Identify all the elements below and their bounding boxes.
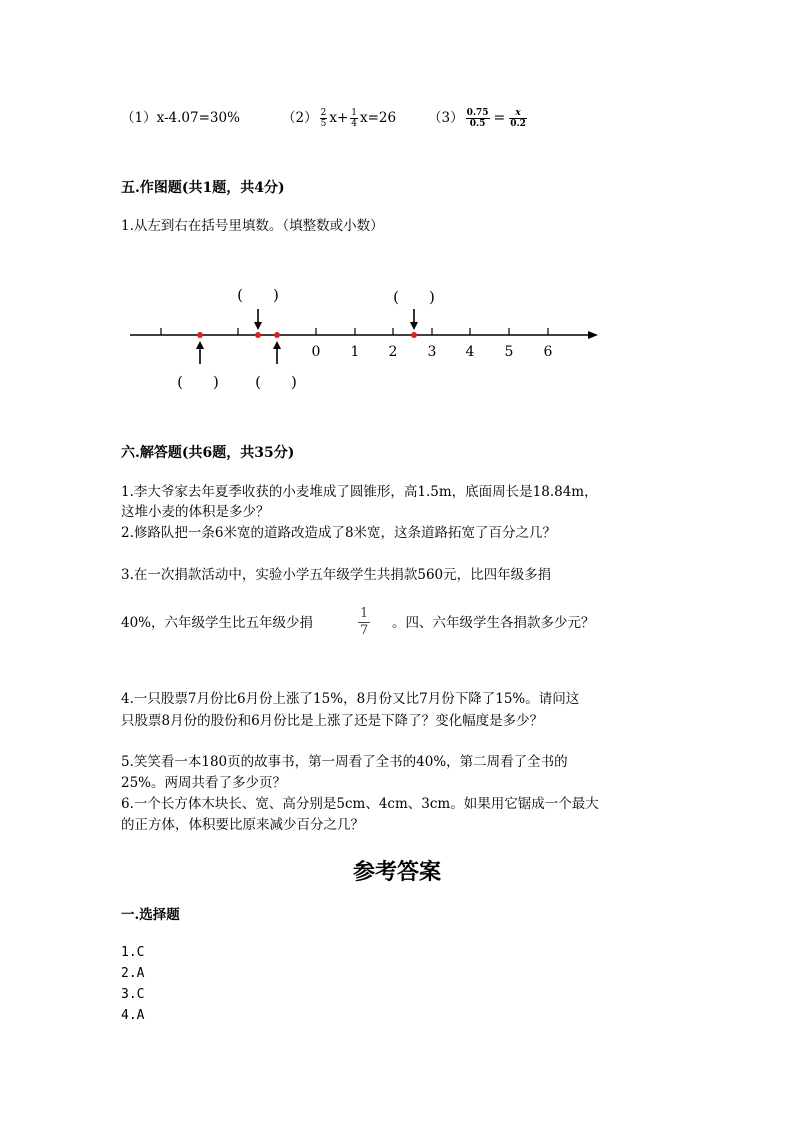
- equation-2: [282, 100, 396, 136]
- question-3-line-2b: 。四、六年级学生各捐款多少元？: [392, 615, 595, 631]
- fraction-numerator: 0.75: [466, 107, 489, 118]
- down-arrow-head: [254, 322, 262, 330]
- question-3-fraction: [358, 606, 370, 639]
- answer-item: 4.A: [121, 1008, 145, 1023]
- equation-2-mid: x+: [329, 110, 349, 126]
- question-4-line-2: 只股票8月份的股份和6月份比是上涨了还是下降了？变化幅度是多少？: [121, 713, 544, 729]
- down-arrow-head: [410, 322, 418, 330]
- up-arrow-head: [196, 341, 204, 349]
- question-2: 2.修路队把一条6米宽的道路改造成了8米宽，这条道路拓宽了百分之几？: [121, 525, 557, 541]
- up-arrow-head: [273, 341, 281, 349]
- point-marker: [411, 332, 417, 338]
- answer-item: 2.A: [121, 966, 145, 981]
- tick-label-0: 0: [311, 344, 321, 360]
- equation-2-fraction-1: [320, 108, 328, 129]
- fraction-numerator: 2: [320, 107, 327, 118]
- equation-3-equals: =: [493, 110, 506, 126]
- equation-3-fraction-1: [466, 108, 490, 129]
- fraction-denominator: 4: [351, 118, 357, 129]
- answer-item: 1.C: [121, 945, 145, 960]
- question-3-line-2a: 40%，六年级学生比五年级少捐: [121, 615, 314, 631]
- answers-heading: 一.选择题: [121, 907, 180, 923]
- fraction-denominator: 7: [360, 623, 369, 638]
- fraction-numerator: 1: [360, 606, 369, 621]
- equation-2-prefix: （2）: [282, 110, 318, 126]
- tick-label-3: 3: [427, 344, 437, 360]
- answer-bracket-bottom-left: ( ): [177, 373, 219, 391]
- section-6-heading: 六.解答题(共6题，共35分): [121, 445, 295, 461]
- fraction-numerator: 1: [351, 107, 357, 118]
- number-line-figure: [0, 280, 794, 400]
- answer-bracket-top-right: ( ): [393, 288, 435, 306]
- section-5-question-1: 1.从左到右在括号里填数。（填整数或小数）: [121, 218, 384, 234]
- number-line-arrowhead: [588, 331, 598, 339]
- number-line-ticks: [161, 328, 548, 335]
- equation-2-suffix: x=26: [360, 110, 397, 126]
- question-4-line-1: 4.一只股票7月份比6月份上涨了15%，8月份又比7月份下降了15%。请问这: [121, 691, 580, 707]
- question-6-line-2: 的正方体，体积要比原来减少百分之几？: [121, 817, 364, 833]
- section-5-heading: 五.作图题(共1题，共4分): [121, 180, 285, 196]
- answer-bracket-top-left: ( ): [237, 286, 279, 304]
- answers-title: 参考答案: [352, 859, 441, 885]
- fraction-denominator: 0.2: [510, 118, 526, 129]
- tick-label-4: 4: [465, 344, 475, 360]
- fraction-numerator: x: [509, 108, 527, 119]
- equation-3-fraction-2: [509, 108, 527, 129]
- equation-2-fraction-2: [350, 108, 358, 129]
- point-marker: [197, 332, 203, 338]
- question-3-line-1: 3.在一次捐款活动中，实验小学五年级学生共捐款560元，比四年级多捐: [121, 567, 552, 583]
- point-marker: [274, 332, 280, 338]
- answers-list: [121, 942, 144, 1026]
- equation-3: [428, 100, 529, 136]
- question-5-line-1: 5.笑笑看一本180页的故事书，第一周看了全书的40%，第二周看了全书的: [121, 754, 568, 770]
- question-1-line-2: 这堆小麦的体积是多少？: [121, 504, 270, 520]
- answer-item: 3.C: [121, 987, 145, 1002]
- equation-1: （1）x-4.07=30%: [121, 110, 240, 126]
- question-5-line-2: 25%。两周共看了多少页？: [121, 775, 287, 791]
- question-6-line-1: 6.一个长方体木块长、宽、高分别是5cm、4cm、3cm。如果用它锯成一个最大: [121, 796, 599, 812]
- question-1-line-1: 1.李大爷家去年夏季收获的小麦堆成了圆锥形，高1.5m，底面周长是18.84m，: [121, 484, 598, 500]
- point-marker: [255, 332, 261, 338]
- fraction-denominator: 0.5: [469, 118, 486, 129]
- tick-label-2: 2: [388, 344, 398, 360]
- tick-label-1: 1: [350, 344, 360, 360]
- fraction-denominator: 5: [320, 118, 327, 129]
- tick-label-6: 6: [543, 344, 553, 360]
- tick-label-5: 5: [504, 344, 514, 360]
- equation-3-prefix: （3）: [428, 110, 464, 126]
- answer-bracket-bottom-right: ( ): [255, 373, 297, 391]
